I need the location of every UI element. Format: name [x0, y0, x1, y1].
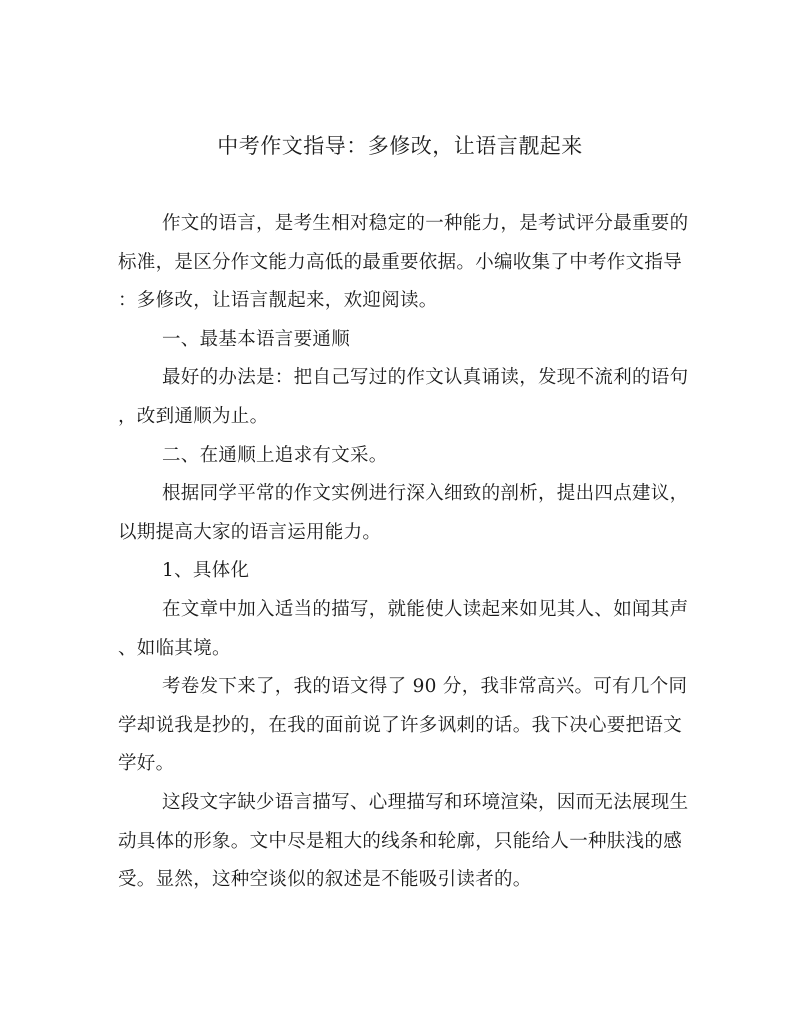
text-line: 学好。	[118, 753, 175, 775]
text-line: 一、最基本语言要通顺	[162, 328, 351, 350]
text-line: 以期提高大家的语言运用能力。	[118, 521, 382, 543]
text-line: 根据同学平常的作文实例进行深入细致的剖析，提出四点建议，	[162, 483, 689, 505]
text-line: 作文的语言，是考生相对稳定的一种能力，是考试评分最重要的	[162, 213, 689, 234]
text-line: 考卷发下来了，我的语文得了 90 分，我非常高兴。可有几个同	[162, 676, 688, 698]
text-line: ，改到通顺为止。	[118, 405, 269, 427]
text-line: 、如临其境。	[118, 637, 231, 659]
text-line: 二、在通顺上追求有文采。	[162, 444, 388, 466]
document-title: 中考作文指导：多修改，让语言靓起来	[217, 134, 583, 158]
text-line: 学却说我是抄的，在我的面前说了许多讽刺的话。我下决心要把语文	[118, 714, 683, 736]
document-body	[118, 205, 688, 900]
text-line: 动具体的形象。文中尽是粗大的线条和轮廓，只能给人一种肤浅的感	[118, 830, 683, 852]
text-line: 标准，是区分作文能力高低的最重要依据。小编收集了中考作文指导	[118, 251, 683, 273]
text-line: 最好的办法是：把自己写过的作文认真诵读，发现不流利的语句	[162, 367, 689, 389]
text-line: 这段文字缺少语言描写、心理描写和环境渲染，因而无法展现生	[162, 791, 689, 813]
text-line: 1、具体化	[162, 560, 250, 582]
text-line: ：多修改，让语言靓起来，欢迎阅读。	[118, 290, 438, 312]
text-line: 在文章中加入适当的描写，就能使人读起来如见其人、如闻其声	[162, 598, 689, 620]
text-line: 受。显然，这种空谈似的叙述是不能吸引读者的。	[118, 869, 532, 891]
